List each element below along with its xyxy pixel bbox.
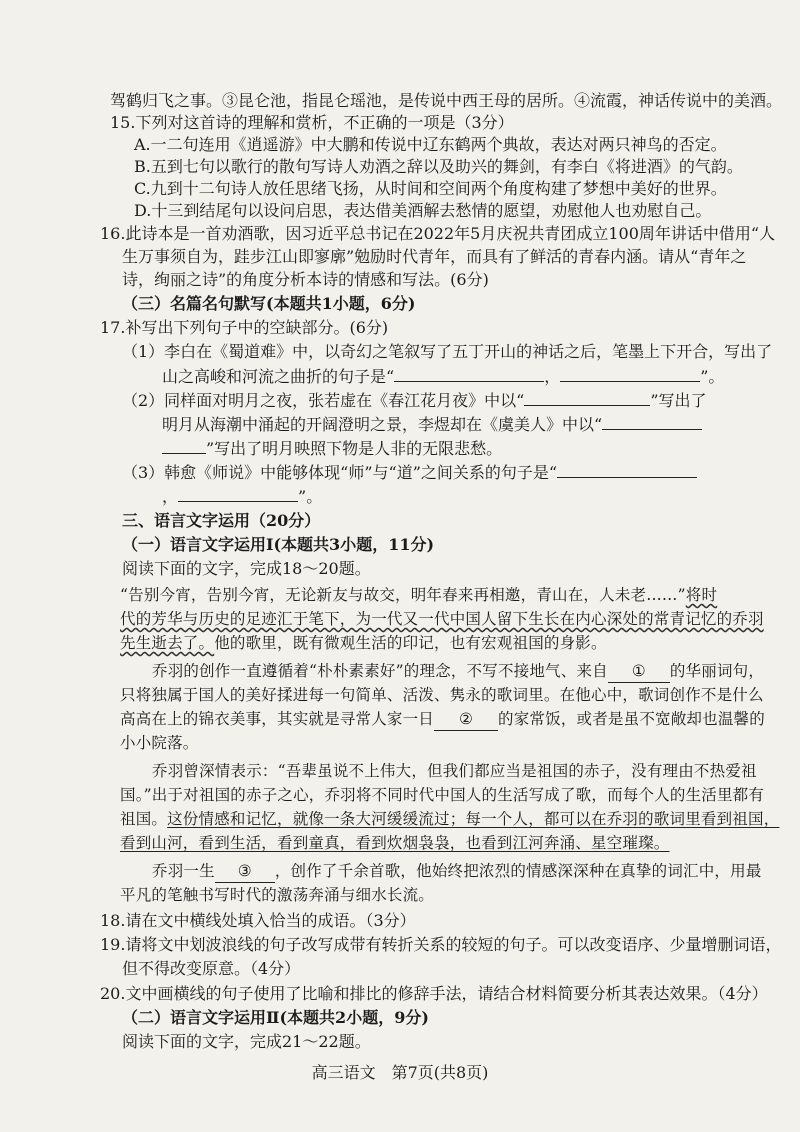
blank-3[interactable]: ③ [215, 860, 275, 883]
passage-line13: 平凡的笔触书写时代的激荡奔涌与细水长流。 [120, 886, 435, 904]
option-d: D.十三到结尾句以设问启思，表达借美酒解去愁情的愿望，劝慰他人也劝慰自己。 [134, 201, 712, 220]
reading-instruction-2: 阅读下面的文字，完成21～22题。 [122, 1032, 371, 1051]
question-16-line3: 诗，绚丽之诗”的角度分析本诗的情感和写法。(6分) [122, 270, 489, 289]
passage-line4: 乔羽的创作一直遵循着“朴朴素素好”的理念，不写不接地气、来自 ① 的华丽词句， [152, 660, 764, 683]
q17-2-line1: （2）同样面对明月之夜，张若虚在《春江花月夜》中以“ ”写出了 [122, 391, 707, 410]
question-19: 19.请将文中划波浪线的句子改写成带有转折关系的较短的句子。可以改变语序、少量增删词语， [100, 935, 782, 954]
passage-line5: 只将独属于国人的美好揉进每一句简单、活泼、隽永的歌词里。在他心中，歌词创作不是什么 [120, 686, 764, 704]
answer-blank[interactable] [560, 365, 700, 382]
section-heading-3: （三）名篇名句默写(本题共1小题，6分) [122, 294, 416, 313]
option-c: C.九到十二句诗人放任思绪飞扬，从时间和空间两个角度构建了梦想中美好的世界。 [134, 179, 727, 198]
reading-instruction: 阅读下面的文字，完成18～20题。 [122, 559, 371, 578]
q17-2-line3: ”写出了明月映照下物是人非的无限悲愁。 [162, 437, 502, 460]
passage-line9: 国。”出于对祖国的赤子之心，乔羽将不同时代中国人的生活写成了歌，而每个人的生活里都有 [120, 786, 765, 804]
passage-line12: 乔羽一生 ③ ，创作了千余首歌，他始终把浓烈的情感深深种在真挚的词汇中，用最 [152, 860, 762, 883]
passage-line1: “告别今宵，告别今宵，无论新友与故交，明年春来再相邀，青山在，人未老……”将时 [120, 586, 718, 604]
q17-3-line2: ， ”。 [162, 487, 323, 506]
section-heading-2: （二）语言文字运用Ⅱ(本题共2小题，9分) [122, 1008, 429, 1027]
passage-line3: 先生逝去了。他的歌里，既有微观生活的印记，也有宏观祖国的身影。 [120, 634, 607, 652]
answer-blank[interactable] [162, 437, 206, 454]
passage-line6: 高高在上的锦衣美事，其实就是寻常人家一日 ② 的家常饭，或者是虽不宽敞却也温馨的 [120, 708, 765, 731]
passage-line2: 代的芳华与历史的足迹汇于笔下，为一代又一代中国人留下生长在内心深处的常青记忆的乔羽 [120, 610, 764, 628]
answer-blank[interactable] [602, 413, 702, 430]
question-18: 18.请在文中横线处填入恰当的成语。（3分） [100, 911, 416, 930]
question-16: 16.此诗本是一首劝酒歌，因习近平总书记在2022年5月庆祝共青团成立100周年讲话中借用“人 [100, 224, 776, 243]
answer-blank[interactable] [557, 461, 697, 478]
blank-2[interactable]: ② [434, 708, 498, 731]
section-heading-lang: 三、语言文字运用（20分） [122, 511, 321, 530]
passage-line7: 小小院落。 [120, 734, 199, 752]
option-b: B.五到七句以歌行的散句写诗人劝酒之辞以及助兴的舞剑，有李白《将进酒》的气韵。 [134, 157, 743, 176]
answer-blank[interactable] [394, 365, 544, 382]
answer-blank[interactable] [524, 389, 650, 406]
passage-line10: 祖国。这份情感和记忆，就像一条大河缓缓流过；每一个人，都可以在乔羽的歌词里看到祖国， [120, 810, 780, 828]
question-19-line2: 但不得改变原意。（4分） [122, 959, 301, 978]
blank-1[interactable]: ① [608, 660, 670, 683]
q17-2-line2: 明月从海潮中涌起的开阔澄明之景，李煜却在《虞美人》中以“ [162, 413, 702, 436]
question-17: 17.补写出下列句子中的空缺部分。(6分) [100, 318, 389, 337]
passage-line11: 看到山河，看到生活，看到童真，看到炊烟袅袅，也看到江河奔涌、星空璀璨。 [120, 834, 670, 852]
footnote-line: 驾鹤归飞之事。③昆仑池，指昆仑瑶池，是传说中西王母的居所。④流霞，神话传说中的美酒。 [110, 91, 783, 110]
q17-3-line1: （3）韩愈《师说》中能够体现“师”与“道”之间关系的句子是“ [122, 461, 697, 484]
option-a: A.一二句连用《逍遥游》中大鹏和传说中辽东鹤两个典故，表达对两只神鸟的否定。 [134, 135, 727, 154]
passage-line8: 乔羽曾深情表示：“吾辈虽说不上伟大，但我们都应当是祖国的赤子，没有理由不热爱祖 [152, 762, 757, 780]
question-20: 20.文中画横线的句子使用了比喻和排比的修辞手法，请结合材料简要分析其表达效果。（4分） [100, 984, 768, 1003]
question-15: 15.下列对这首诗的理解和赏析，不正确的一项是（3分） [110, 113, 514, 132]
answer-blank[interactable] [178, 485, 298, 502]
question-16-line2: 生万事须自为，跬步江山即寥廓”勉励时代青年，而具有了鲜活的青春内涵。请从“青年之 [122, 247, 747, 266]
q17-1-line2: 山之高峻和河流之曲折的句子是“ ， ”。 [162, 367, 725, 386]
section-heading-1: （一）语言文字运用Ⅰ(本题共3小题，11分) [122, 535, 435, 554]
page-footer: 高三语文 第7页(共8页) [311, 1063, 489, 1082]
q17-1-line1: （1）李白在《蜀道难》中，以奇幻之笔叙写了五丁开山的神话之后，笔墨上下开合，写出了 [122, 342, 773, 361]
